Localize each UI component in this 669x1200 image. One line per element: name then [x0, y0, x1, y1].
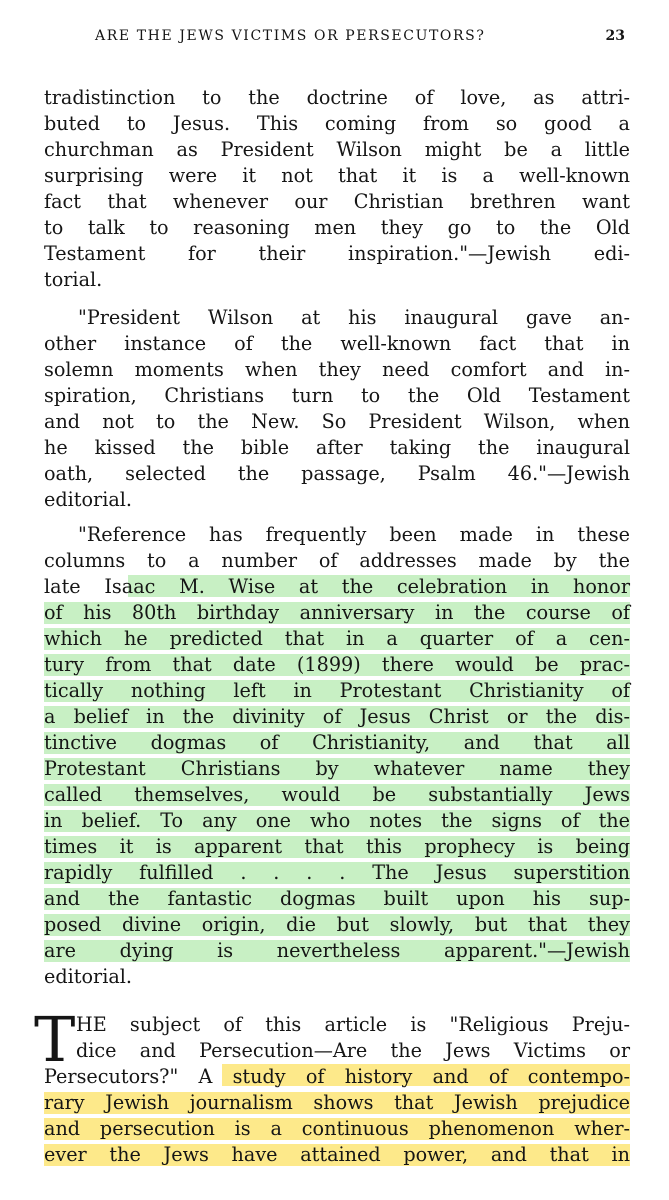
text-line: dice and Persecution—Are the Jews Victims or: [76, 1039, 630, 1062]
running-title: ARE THE JEWS VICTIMS OR PERSECUTORS?: [95, 28, 486, 44]
text-line: churchman as President Wilson might be a little: [44, 138, 630, 161]
text-line: Persecutors?" A study of history and of contempo-: [44, 1065, 630, 1088]
text-line: spiration, Christians turn to the Old Testament: [44, 384, 630, 407]
text-line: to talk to reasoning men they go to the Old: [44, 216, 630, 239]
text-line: in belief. To any one who notes the signs of the: [44, 807, 630, 835]
text-line: fact that whenever our Christian brethren want: [44, 190, 630, 213]
text-line: and persecution is a continuous phenomenon wher-: [44, 1115, 630, 1143]
text-line: late Isaac M. Wise at the celebration in honor: [44, 575, 630, 598]
text-line: solemn moments when they need comfort and in-: [44, 358, 630, 381]
text-line: tradistinction to the doctrine of love, as attri-: [44, 86, 630, 109]
text-line: posed divine origin, die but slowly, but that they: [44, 911, 630, 939]
text-line: and the fantastic dogmas built upon his sup-: [44, 885, 630, 913]
text-line: torial.: [44, 268, 103, 291]
text-line: oath, selected the passage, Psalm 46."—Jewish: [44, 462, 630, 485]
text-line: Protestant Christians by whatever name they: [44, 755, 630, 783]
text-line: editorial.: [44, 488, 133, 511]
text-line: buted to Jesus. This coming from so good a: [44, 112, 630, 135]
text-line: tically nothing left in Protestant Christianity of: [44, 677, 630, 705]
text-line: columns to a number of addresses made by the: [44, 549, 630, 572]
text-line: of his 80th birthday anniversary in the course of: [44, 599, 630, 627]
text-line: a belief in the divinity of Jesus Christ or the dis-: [44, 703, 630, 731]
text-line: and not to the New. So President Wilson, when: [44, 410, 630, 433]
page-number: 23: [605, 28, 625, 44]
text-line: times it is apparent that this prophecy is being: [44, 833, 630, 861]
page-header: [95, 28, 625, 50]
text-line: Testament for their inspiration."—Jewish edi-: [44, 242, 630, 265]
text-line: tinctive dogmas of Christianity, and that all: [44, 729, 630, 757]
text-line: "President Wilson at his inaugural gave an-: [78, 306, 630, 329]
drop-cap: T: [34, 1003, 76, 1076]
text-line: editorial.: [44, 965, 133, 988]
text-line: "Reference has frequently been made in these: [78, 523, 630, 546]
text-line: rapidly fulfilled . . . . The Jesus superstition: [44, 859, 630, 887]
text-line: called themselves, would be substantially Jews: [44, 781, 630, 809]
text-line: are dying is nevertheless apparent."—Jewish: [44, 937, 630, 965]
text-line: which he predicted that in a quarter of a cen-: [44, 625, 630, 653]
text-line: tury from that date (1899) there would be prac-: [44, 651, 630, 679]
text-line: HE subject of this article is "Religious Preju-: [76, 1013, 630, 1036]
text-line: he kissed the bible after taking the inaugural: [44, 436, 630, 459]
text-line: rary Jewish journalism shows that Jewish prejudice: [44, 1089, 630, 1117]
text-line: ever the Jews have attained power, and that in: [44, 1141, 630, 1169]
text-line: other instance of the well-known fact that in: [44, 332, 630, 355]
text-line: surprising were it not that it is a well-known: [44, 164, 630, 187]
